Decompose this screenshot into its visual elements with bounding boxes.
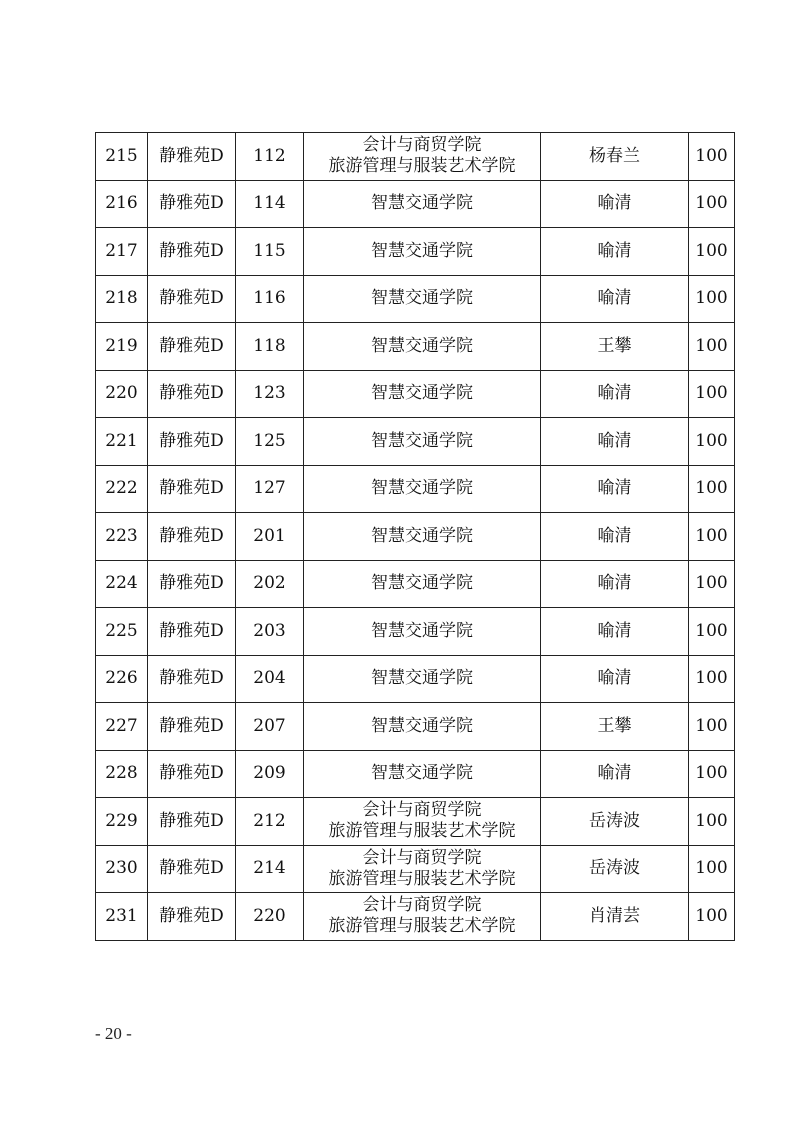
cell-person: 喻清 xyxy=(541,608,689,656)
cell-person: 喻清 xyxy=(541,180,689,228)
cell-building: 静雅苑D xyxy=(148,180,236,228)
cell-room: 116 xyxy=(236,275,304,323)
cell-college xyxy=(304,133,541,181)
cell-building: 静雅苑D xyxy=(148,465,236,513)
cell-score: 100 xyxy=(689,655,735,703)
table-row xyxy=(96,750,735,798)
cell-person: 岳涛波 xyxy=(541,845,689,893)
cell-score: 100 xyxy=(689,370,735,418)
table-row xyxy=(96,893,735,941)
cell-score: 100 xyxy=(689,418,735,466)
table-row xyxy=(96,418,735,466)
college-name: 旅游管理与服装艺术学院 xyxy=(328,868,516,889)
college-name: 智慧交通学院 xyxy=(371,715,473,736)
cell-building: 静雅苑D xyxy=(148,655,236,703)
college-name: 会计与商贸学院 xyxy=(362,800,482,820)
cell-score: 100 xyxy=(689,608,735,656)
table-row xyxy=(96,275,735,323)
cell-room: 114 xyxy=(236,180,304,228)
cell-number: 215 xyxy=(96,133,148,181)
cell-room: 201 xyxy=(236,513,304,561)
cell-room: 204 xyxy=(236,655,304,703)
table-row xyxy=(96,180,735,228)
table-body xyxy=(96,133,735,941)
cell-score: 100 xyxy=(689,703,735,751)
college-name: 旅游管理与服装艺术学院 xyxy=(328,821,516,842)
cell-college xyxy=(304,465,541,513)
cell-score: 100 xyxy=(689,893,735,941)
cell-college xyxy=(304,845,541,893)
cell-room: 125 xyxy=(236,418,304,466)
college-name: 智慧交通学院 xyxy=(371,335,473,356)
cell-college xyxy=(304,560,541,608)
cell-room: 115 xyxy=(236,228,304,276)
cell-score: 100 xyxy=(689,133,735,181)
table-row xyxy=(96,323,735,371)
cell-number: 230 xyxy=(96,845,148,893)
cell-college xyxy=(304,798,541,846)
college-name: 智慧交通学院 xyxy=(371,573,473,594)
cell-number: 229 xyxy=(96,798,148,846)
table-row xyxy=(96,798,735,846)
cell-score: 100 xyxy=(689,275,735,323)
cell-building: 静雅苑D xyxy=(148,750,236,798)
cell-building: 静雅苑D xyxy=(148,513,236,561)
cell-person: 杨春兰 xyxy=(541,133,689,181)
cell-college xyxy=(304,323,541,371)
cell-person: 喻清 xyxy=(541,418,689,466)
table-row xyxy=(96,513,735,561)
cell-room: 127 xyxy=(236,465,304,513)
cell-room: 118 xyxy=(236,323,304,371)
cell-number: 225 xyxy=(96,608,148,656)
table-row xyxy=(96,560,735,608)
college-name: 智慧交通学院 xyxy=(371,620,473,641)
table-row xyxy=(96,845,735,893)
cell-person: 喻清 xyxy=(541,560,689,608)
cell-score: 100 xyxy=(689,465,735,513)
cell-number: 228 xyxy=(96,750,148,798)
college-name: 智慧交通学院 xyxy=(371,240,473,261)
college-name: 旅游管理与服装艺术学院 xyxy=(328,916,516,937)
cell-number: 226 xyxy=(96,655,148,703)
cell-room: 220 xyxy=(236,893,304,941)
cell-number: 218 xyxy=(96,275,148,323)
college-name: 智慧交通学院 xyxy=(371,430,473,451)
cell-college xyxy=(304,893,541,941)
cell-room: 203 xyxy=(236,608,304,656)
cell-college xyxy=(304,275,541,323)
table-row xyxy=(96,133,735,181)
cell-person: 喻清 xyxy=(541,750,689,798)
cell-building: 静雅苑D xyxy=(148,370,236,418)
college-name: 智慧交通学院 xyxy=(371,525,473,546)
cell-college xyxy=(304,750,541,798)
cell-person: 喻清 xyxy=(541,275,689,323)
cell-person: 喻清 xyxy=(541,513,689,561)
cell-score: 100 xyxy=(689,560,735,608)
cell-number: 216 xyxy=(96,180,148,228)
cell-building: 静雅苑D xyxy=(148,845,236,893)
cell-building: 静雅苑D xyxy=(148,608,236,656)
cell-score: 100 xyxy=(689,513,735,561)
cell-college xyxy=(304,370,541,418)
cell-number: 227 xyxy=(96,703,148,751)
table-row xyxy=(96,608,735,656)
cell-score: 100 xyxy=(689,750,735,798)
cell-building: 静雅苑D xyxy=(148,798,236,846)
cell-building: 静雅苑D xyxy=(148,703,236,751)
cell-person: 喻清 xyxy=(541,228,689,276)
cell-building: 静雅苑D xyxy=(148,418,236,466)
college-name: 旅游管理与服装艺术学院 xyxy=(328,156,516,177)
cell-person: 喻清 xyxy=(541,655,689,703)
dormitory-score-table xyxy=(95,132,735,941)
cell-person: 岳涛波 xyxy=(541,798,689,846)
cell-person: 肖清芸 xyxy=(541,893,689,941)
cell-score: 100 xyxy=(689,323,735,371)
college-name: 智慧交通学院 xyxy=(371,763,473,784)
cell-building: 静雅苑D xyxy=(148,275,236,323)
cell-number: 217 xyxy=(96,228,148,276)
college-name: 会计与商贸学院 xyxy=(362,895,482,915)
cell-number: 221 xyxy=(96,418,148,466)
college-name: 智慧交通学院 xyxy=(371,193,473,214)
cell-college xyxy=(304,180,541,228)
cell-number: 223 xyxy=(96,513,148,561)
cell-college xyxy=(304,228,541,276)
cell-number: 219 xyxy=(96,323,148,371)
college-name: 智慧交通学院 xyxy=(371,668,473,689)
cell-building: 静雅苑D xyxy=(148,323,236,371)
college-name: 会计与商贸学院 xyxy=(362,847,482,868)
cell-score: 100 xyxy=(689,180,735,228)
cell-number: 222 xyxy=(96,465,148,513)
cell-score: 100 xyxy=(689,798,735,846)
cell-number: 224 xyxy=(96,560,148,608)
cell-number: 220 xyxy=(96,370,148,418)
cell-score: 100 xyxy=(689,228,735,276)
cell-score: 100 xyxy=(689,845,735,893)
table-row xyxy=(96,465,735,513)
cell-room: 214 xyxy=(236,845,304,893)
cell-college xyxy=(304,513,541,561)
cell-room: 207 xyxy=(236,703,304,751)
table-row xyxy=(96,655,735,703)
cell-room: 212 xyxy=(236,798,304,846)
cell-room: 209 xyxy=(236,750,304,798)
cell-room: 112 xyxy=(236,133,304,181)
cell-building: 静雅苑D xyxy=(148,133,236,181)
cell-room: 202 xyxy=(236,560,304,608)
cell-building: 静雅苑D xyxy=(148,893,236,941)
college-name: 智慧交通学院 xyxy=(371,383,473,404)
table-row xyxy=(96,228,735,276)
cell-person: 喻清 xyxy=(541,465,689,513)
cell-building: 静雅苑D xyxy=(148,228,236,276)
cell-building: 静雅苑D xyxy=(148,560,236,608)
college-name: 智慧交通学院 xyxy=(371,478,473,499)
table-row xyxy=(96,370,735,418)
page-number: - 20 - xyxy=(95,1024,132,1043)
cell-person: 喻清 xyxy=(541,370,689,418)
cell-college xyxy=(304,703,541,751)
college-name: 会计与商贸学院 xyxy=(362,135,482,155)
college-name: 智慧交通学院 xyxy=(371,288,473,309)
table-row xyxy=(96,703,735,751)
cell-room: 123 xyxy=(236,370,304,418)
cell-college xyxy=(304,655,541,703)
cell-number: 231 xyxy=(96,893,148,941)
cell-college xyxy=(304,608,541,656)
cell-person: 王攀 xyxy=(541,323,689,371)
cell-college xyxy=(304,418,541,466)
cell-person: 王攀 xyxy=(541,703,689,751)
